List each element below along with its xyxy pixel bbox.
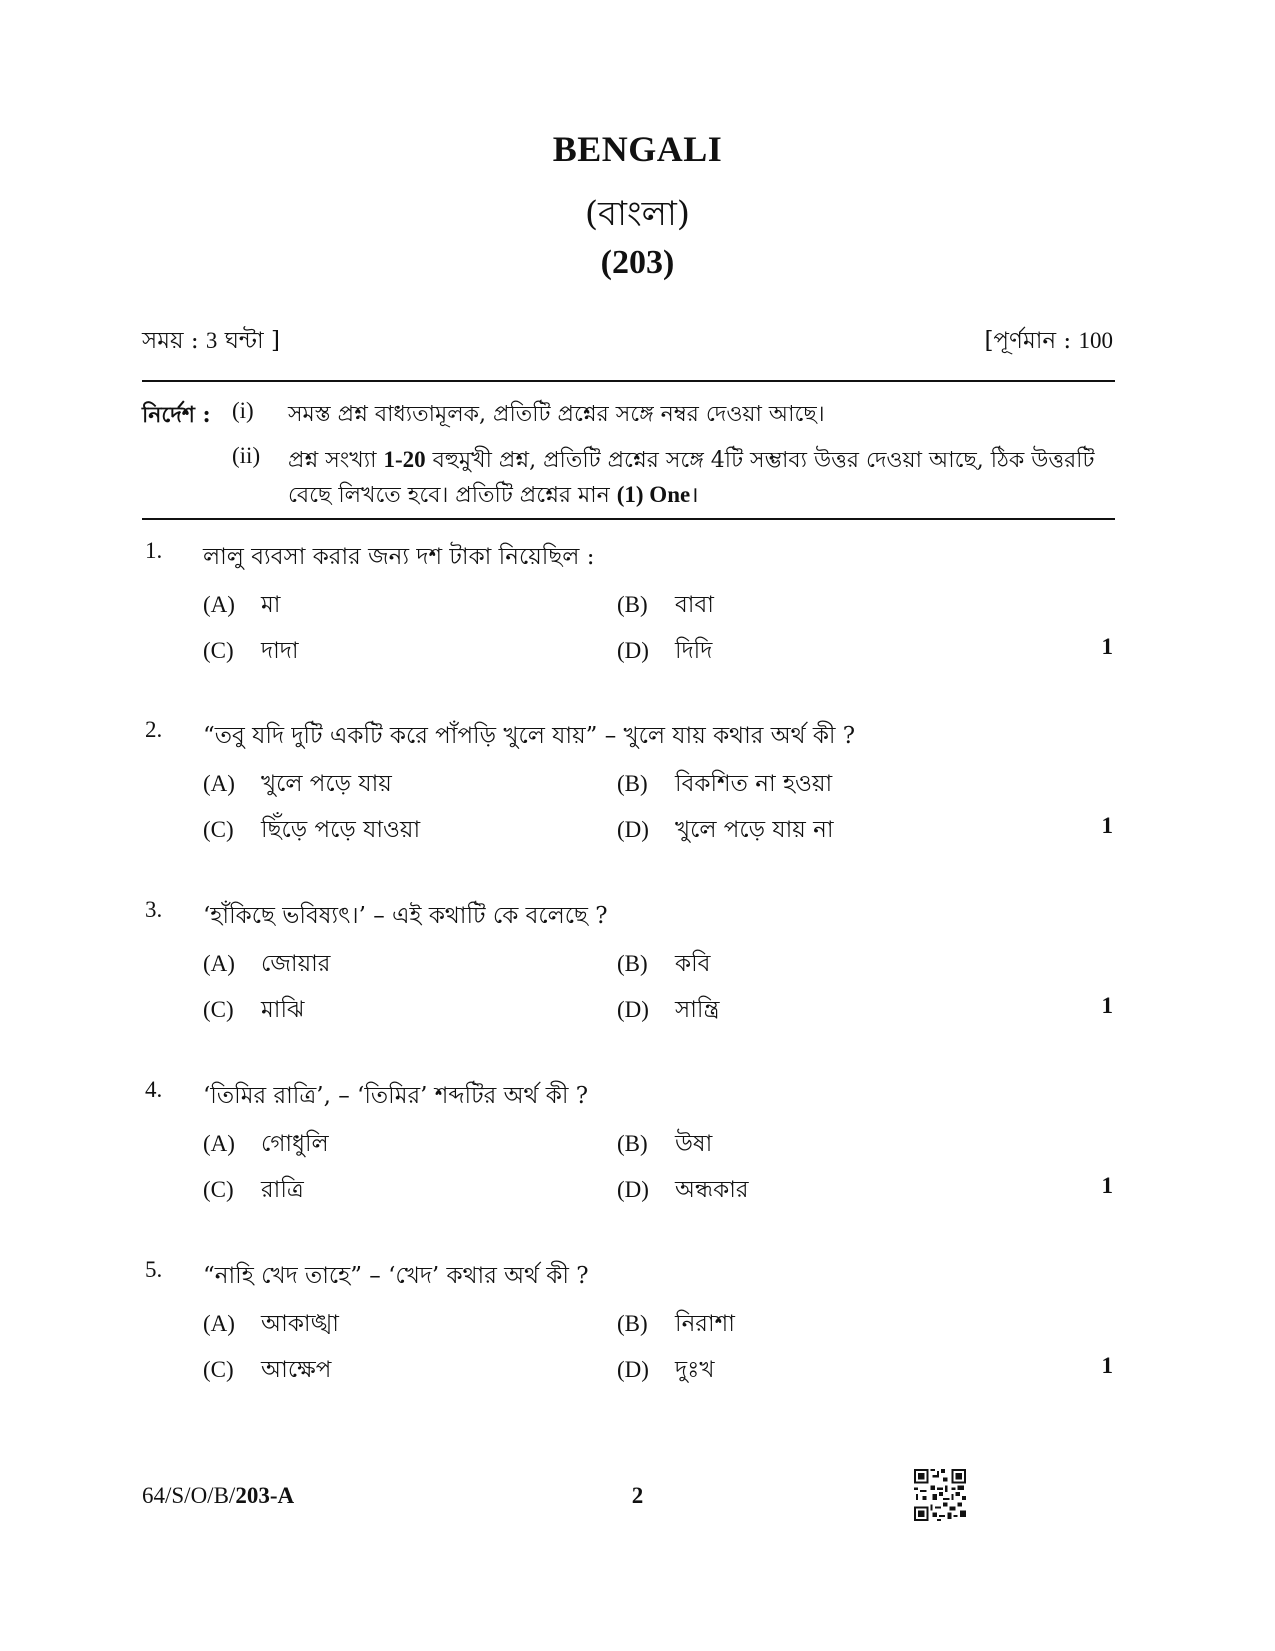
question-text: “নাহি খেদ তাহে” – ‘খেদ’ কথার অর্থ কী ? <box>203 1263 589 1289</box>
question-text: ‘তিমির রাত্রি’, – ‘তিমির’ শব্দটির অর্থ কী ? <box>203 1083 589 1109</box>
paper-title: BENGALI <box>552 129 723 169</box>
option-label: (D) <box>617 1357 649 1382</box>
question-marks: 1 <box>1101 634 1113 659</box>
qr-code-icon <box>914 1469 966 1521</box>
option-label: (D) <box>617 1177 649 1202</box>
option-a <box>203 586 280 625</box>
question-text: “তবু যদি দুটি একটি করে পাঁপড়ি খুলে যায়” – খুলে যায় কথার অর্থ কী ? <box>203 723 856 749</box>
option-text: জোয়ার <box>261 951 331 977</box>
question-3 <box>0 897 1275 1057</box>
subject-code: (203) <box>600 244 675 281</box>
instruction-part: বহুমুখী প্রশ্ন, প্রতিটি প্রশ্নের সঙ্গে 4টি সম্ভাব্য উত্তর দেওয়া আছে, ঠিক উত্তরটি বেছে লিখতে হবে। প্রতিটি প্রশ্নের মান <box>288 448 1095 508</box>
question-1 <box>0 538 1275 698</box>
option-label: (C) <box>203 638 234 663</box>
question-text: ‘হাঁকিছে ভবিষ্যৎ।’ – এই কথাটি কে বলেছে ? <box>203 903 608 929</box>
question-range: 1-20 <box>383 447 426 472</box>
option-label: (D) <box>617 638 649 663</box>
page-number: 2 <box>631 1483 644 1508</box>
option-d <box>617 1351 714 1390</box>
question-marks: 1 <box>1101 1173 1113 1198</box>
question-number: 3. <box>145 897 163 922</box>
option-d <box>617 1171 749 1210</box>
time-label: সময় : <box>142 328 206 354</box>
bottom-divider <box>142 518 1115 520</box>
option-a <box>203 765 392 804</box>
option-text: রাত্রি <box>261 1177 304 1203</box>
option-label: (A) <box>203 951 235 976</box>
option-b <box>617 586 714 625</box>
option-label: (A) <box>203 1311 235 1336</box>
option-text: বিকশিত না হওয়া <box>675 771 833 797</box>
instruction-text <box>288 443 1118 513</box>
option-text: সান্ত্রি <box>675 997 720 1023</box>
option-text: ছিঁড়ে পড়ে যাওয়া <box>261 817 421 843</box>
instructions-label: নির্দেশ : <box>142 402 211 428</box>
question-number: 2. <box>145 717 163 742</box>
option-a <box>203 1125 329 1164</box>
option-label: (C) <box>203 1177 234 1202</box>
option-text: দাদা <box>261 638 299 664</box>
option-label: (A) <box>203 771 235 796</box>
question-number: 5. <box>145 1257 163 1282</box>
paper-code-prefix: 64/S/O/B/ <box>142 1483 236 1508</box>
instruction-number: (ii) <box>232 443 261 468</box>
marks-label: [পূর্ণমান : <box>984 328 1079 354</box>
option-label: (C) <box>203 1357 234 1382</box>
question-5 <box>0 1257 1275 1417</box>
option-label: (A) <box>203 592 235 617</box>
question-number: 4. <box>145 1077 163 1102</box>
option-text: খুলে পড়ে যায় <box>261 771 392 797</box>
option-c <box>203 632 299 671</box>
option-label: (C) <box>203 817 234 842</box>
option-d <box>617 811 834 850</box>
maximum-marks <box>984 322 1113 361</box>
time-allowed <box>142 322 280 361</box>
marks-value: 100 <box>1078 328 1113 353</box>
option-text: বাবা <box>675 592 714 618</box>
option-text: মাঝি <box>261 997 305 1023</box>
option-label: (B) <box>617 592 648 617</box>
option-a <box>203 1305 339 1344</box>
paper-code-suffix: 203-A <box>235 1483 295 1508</box>
option-c <box>203 1171 304 1210</box>
question-4 <box>0 1077 1275 1237</box>
option-text: দুঃখ <box>675 1357 715 1383</box>
option-d <box>617 991 719 1030</box>
option-label: (B) <box>617 951 648 976</box>
option-b <box>617 765 832 804</box>
instruction-text: সমস্ত প্রশ্ন বাধ্যতামূলক, প্রতিটি প্রশ্নের সঙ্গে নম্বর দেওয়া আছে। <box>288 402 825 427</box>
option-c <box>203 1351 331 1390</box>
option-d <box>617 632 712 671</box>
option-text: আকাঙ্খা <box>261 1311 339 1337</box>
instruction-part: । <box>690 483 699 508</box>
option-c <box>203 811 420 850</box>
option-text: খুলে পড়ে যায় না <box>675 817 834 843</box>
mark-value: (1) One <box>616 482 691 507</box>
option-text: কবি <box>675 951 711 977</box>
option-label: (B) <box>617 1131 648 1156</box>
option-label: (B) <box>617 771 648 796</box>
option-b <box>617 945 710 984</box>
option-b <box>617 1125 712 1164</box>
top-divider <box>142 380 1115 382</box>
option-text: আক্ষেপ <box>261 1357 332 1383</box>
instruction-part: প্রশ্ন সংখ্যা <box>288 448 384 473</box>
option-b <box>617 1305 735 1344</box>
question-marks: 1 <box>1101 1353 1113 1378</box>
question-marks: 1 <box>1101 993 1113 1018</box>
option-text: গোধুলি <box>261 1131 329 1157</box>
time-unit: ঘন্টা ] <box>217 328 280 354</box>
option-label: (B) <box>617 1311 648 1336</box>
option-a <box>203 945 330 984</box>
option-label: (A) <box>203 1131 235 1156</box>
question-number: 1. <box>145 538 163 563</box>
option-text: মা <box>261 592 281 618</box>
instruction-number: (i) <box>232 398 254 423</box>
option-label: (D) <box>617 997 649 1022</box>
paper-subtitle: (বাংলা) <box>584 194 691 234</box>
question-2 <box>0 717 1275 877</box>
option-label: (D) <box>617 817 649 842</box>
paper-code <box>142 1483 294 1509</box>
option-text: অন্ধকার <box>675 1177 749 1203</box>
option-text: নিরাশা <box>675 1311 735 1337</box>
question-text: লালু ব্যবসা করার জন্য দশ টাকা নিয়েছিল : <box>203 544 595 570</box>
option-text: উষা <box>675 1131 713 1157</box>
question-marks: 1 <box>1101 813 1113 838</box>
time-value: 3 <box>205 328 218 353</box>
option-label: (C) <box>203 997 234 1022</box>
option-text: দিদি <box>675 638 713 664</box>
option-c <box>203 991 304 1030</box>
